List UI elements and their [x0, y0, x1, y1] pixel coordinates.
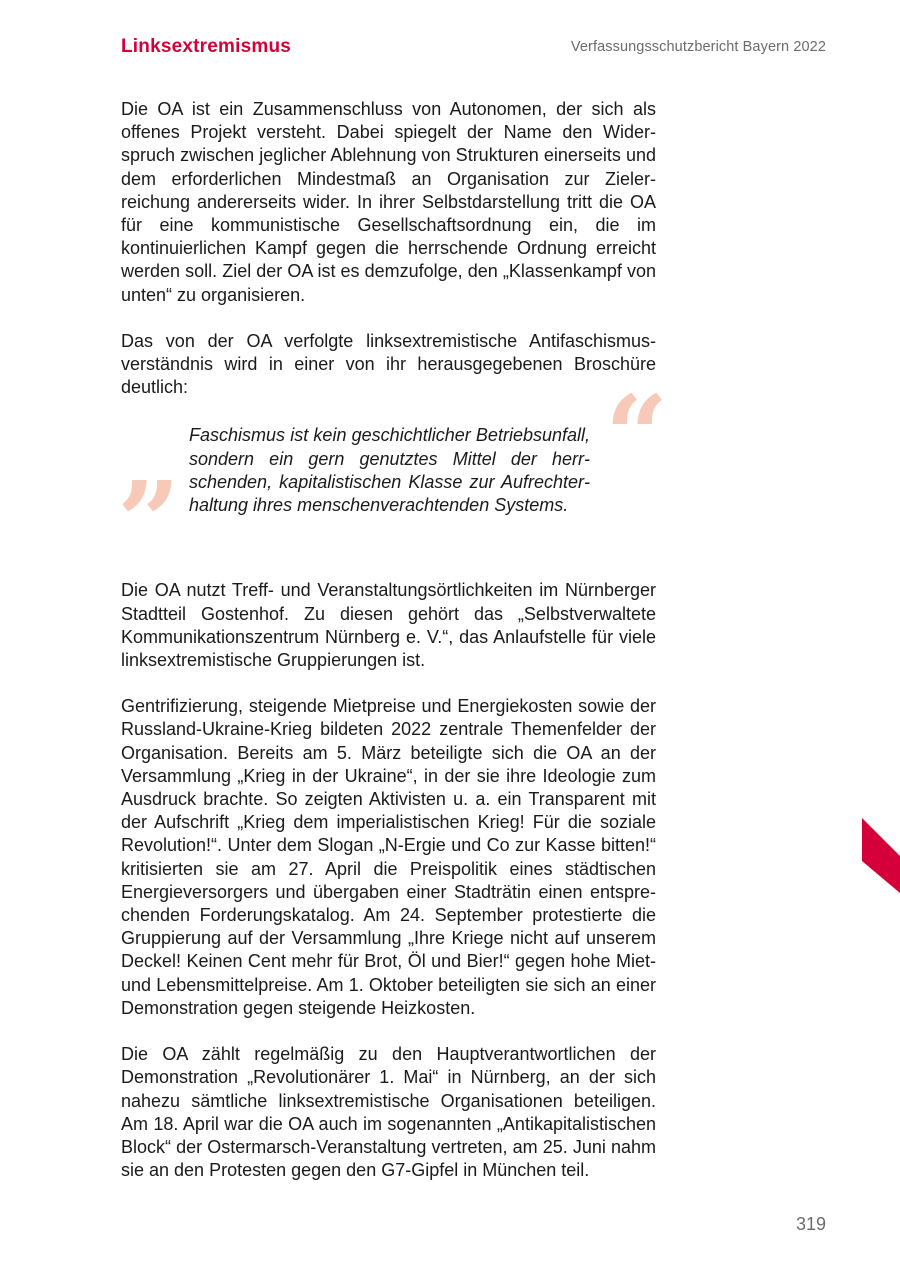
paragraph-3: Die OA nutzt Treff- und Veranstaltungsörtlichkeiten im Nürnberger Stadtteil Gostenhof. Zu diesen gehört das „Selbstverwaltete Kommunikationszentrum Nürnberg e. V.“, das Anlaufstelle für viele linksextremistische Gruppierungen ist.	[121, 580, 656, 671]
closing-quote-mark-icon: ”	[117, 457, 181, 587]
paragraph-4: Gentrifizierung, steigende Mietpreise und Energiekosten sowie der Russland-Ukraine-Krieg bildeten 2022 zentrale Themenfelder der Organisation. Bereits am 5. März beteiligte sich die OA an der Versammlung „Krieg in der Ukraine“, in der sie ihre Ideologie zum Ausdruck brachte. So zeigten Aktivisten u. a. ein Transparent mit der Aufschrift „Krieg dem imperialistischen Krieg! Für die soziale Revolution!“. Unter dem Slogan „N-Ergie und Co zur Kasse bitten!“ kritisierten sie am 27. April die Preispolitik eines städtischen Energieversorgers und übergaben einer Stadträtin einen entsprechenden Forderungskatalog. Am 24. September protestierte die Gruppierung auf der Versammlung „Ihre Kriege nicht auf unserem Deckel! Keinen Cent mehr für Brot, Öl und Bier!“ gegen hohe Miet- und Lebensmittelpreise. Am 1. Oktober beteiligten sie sich an einer Demonstration gegen steigende Heizkosten.	[121, 696, 656, 1018]
quote-block	[117, 371, 669, 587]
block-quote-text: Faschismus ist kein geschichtlicher Betriebsunfall, sondern ein gern genutztes Mittel der herrschenden, kapitalistischen Klasse zur Aufrechterhaltung ihres menschenverachtenden Systems.	[189, 425, 590, 516]
chapter-tab-shape	[862, 818, 900, 893]
report-title: Verfassungsschutzbericht Bayern 2022	[570, 39, 826, 55]
paragraph-5: Die OA zählt regelmäßig zu den Hauptverantwortlichen der Demonstration „Revolutionärer 1. Mai“ in Nürnberg, an der sich nahezu sämtliche linksextremistische Organisationen beteiligen. Am 18. April war die OA auch im sogenannten „Antikapitalistischen Block“ der Ostermarsch-Veranstaltung vertreten, am 25. Juni nahm sie an den Protesten gegen den G7-Gipfel in München teil.	[121, 1044, 656, 1181]
paragraph-1: Die OA ist ein Zusammenschluss von Autonomen, der sich als offenes Projekt versteht. Dabei spiegelt der Name den Widerspruch zwischen jeglicher Ablehnung von Strukturen einerseits und dem erforderlichen Mindestmaß an Organisation zur Zielerreichung andererseits wider. In ihrer Selbstdarstellung tritt die OA für eine kommunistische Gesellschaftsordnung ein, die im kontinuierlichen Kampf gegen die herrschende Ordnung erreicht werden soll. Ziel der OA ist es demzufolge, den „Klassenkampf von unten“ zu organisieren.	[121, 99, 656, 305]
page-content	[117, 98, 669, 1182]
section-title: Linksextremismus	[121, 36, 292, 57]
chapter-tab-marker	[862, 818, 900, 893]
page-number: 319	[795, 1214, 826, 1234]
paragraph-2: Das von der OA verfolgte linksextremistische Antifaschismusverständnis wird in einer von ihr herausgegebenen Broschüre deutlich:	[121, 330, 656, 398]
opening-quote-mark-icon: “	[605, 371, 669, 501]
